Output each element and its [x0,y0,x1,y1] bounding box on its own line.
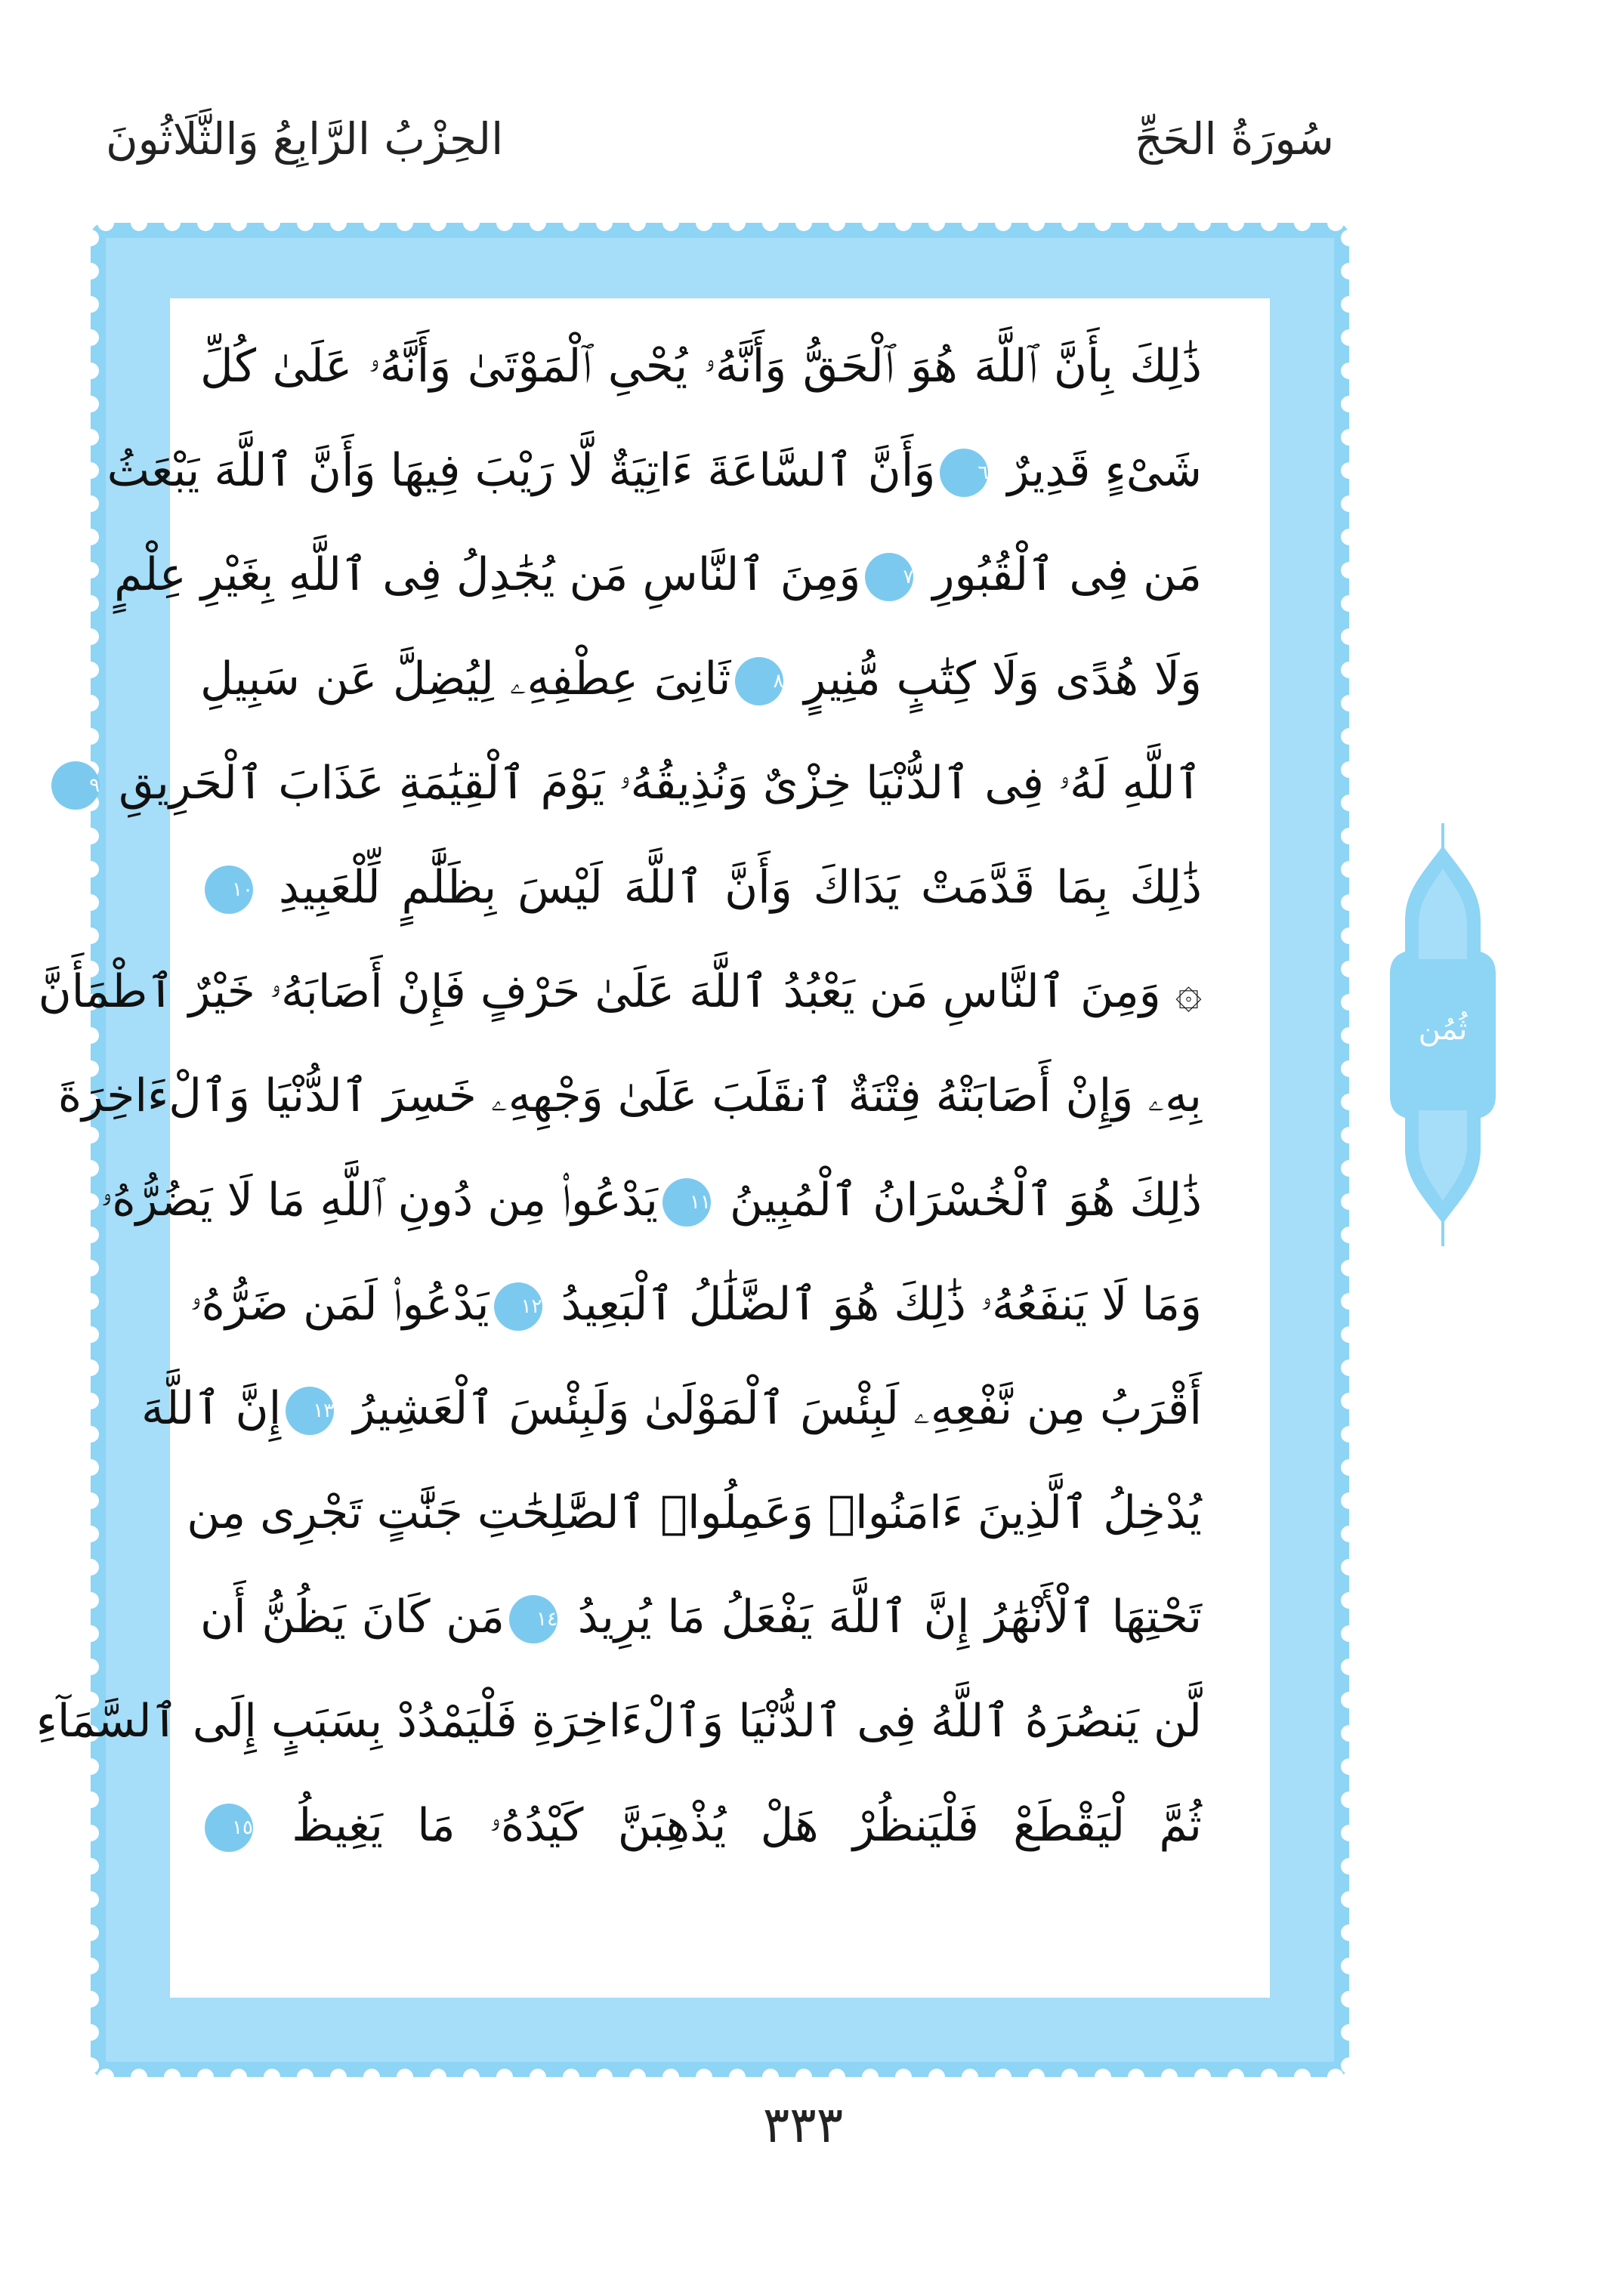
verse-text: لَّن يَنصُرَهُ ٱللَّهُ فِى ٱلدُّنْيَا وَٱلْءَاخِرَةِ فَلْيَمْدُدْ بِسَبَبٍ إِلَى ٱلسَّمَآءِ [36,1695,1202,1748]
verse-text: مَن فِى ٱلْقُبُورِ [932,548,1202,601]
verse-text: يَدْعُوا۟ مِن دُونِ ٱللَّهِ مَا لَا يَضُرُّهُۥ [100,1174,658,1227]
ayah-number-marker: ٧ [865,553,913,601]
verse-text: إِنَّ ٱللَّهَ [141,1382,282,1435]
verse-text: أَقْرَبُ مِن نَّفْعِهِۦ لَبِئْسَ ٱلْمَوْلَىٰ وَلَبِئْسَ ٱلْعَشِيرُ [353,1382,1202,1435]
text-line [141,1363,1202,1454]
verse-text: يُدْخِلُ ٱلَّذِينَ ءَامَنُوا۟ وَعَمِلُوا۟ ٱلصَّٰلِحَٰتِ جَنَّٰتٍ تَجْرِى مِن [187,1486,1202,1539]
verse-text: بِهِۦ وَإِنْ أَصَابَتْهُ فِتْنَةٌ ٱنقَلَبَ عَلَىٰ وَجْهِهِۦ خَسِرَ ٱلدُّنْيَا وَٱلْءَاخِرَةَ [57,1069,1202,1122]
verse-text: ثَانِىَ عِطْفِهِۦ لِيُضِلَّ عَن سَبِيلِ [200,653,731,705]
verse-text: شَىْءٍ قَدِيرٌ [1007,444,1202,497]
text-line [200,321,1202,412]
verse-text: وَمِنَ ٱلنَّاسِ مَن يُجَٰدِلُ فِى ٱللَّهِ بِغَيْرِ عِلْمٍ [114,548,861,601]
verse-text: ذَٰلِكَ بِأَنَّ ٱللَّهَ هُوَ ٱلْحَقُّ وَأَنَّهُۥ يُحْىِ ٱلْمَوْتَىٰ وَأَنَّهُۥ عَلَىٰ كُلِّ [200,340,1202,393]
verse-text: تَحْتِهَا ٱلْأَنْهَٰرُ إِنَّ ٱللَّهَ يَفْعَلُ مَا يُرِيدُ [577,1591,1203,1643]
verse-text: مَن كَانَ يَظُنُّ أَن [200,1591,505,1643]
text-line [200,842,1202,933]
page-number: ٣٣٣ [762,2096,844,2154]
ayah-number-marker: ٩ [51,761,100,810]
ayah-number-marker: ٨ [735,657,783,705]
text-line [57,1051,1202,1141]
verse-text: وَأَنَّ ٱلسَّاعَةَ ءَاتِيَةٌ لَّا رَيْبَ فِيهَا وَأَنَّ ٱللَّهَ يَبْعَثُ [107,444,936,497]
hizb-label: الحِزْبُ الرَّابِعُ وَالثَّلَاثُونَ [106,113,504,165]
surah-name: سُورَةُ الحَجِّ [1134,113,1334,165]
text-line [36,1676,1202,1767]
text-line [89,738,1202,829]
ayah-number-marker: ١٣ [286,1387,334,1435]
text-line [200,1572,1202,1662]
page-text [36,298,1232,1998]
ayah-number-marker: ٦ [940,449,988,497]
eighth-marker-label: ثُمُن [1418,1012,1468,1047]
ayah-number-marker: ١٠ [205,866,253,914]
text-line [107,425,1202,516]
text-line [187,1467,1202,1558]
text-line [114,529,1202,620]
ayah-number-marker: ١٤ [509,1595,557,1643]
verse-text: ٱللَّهِ لَهُۥ فِى ٱلدُّنْيَا خِزْىٌ وَنُذِيقُهُۥ يَوْمَ ٱلْقِيَٰمَةِ عَذَابَ ٱلْحَرِيقِ [119,757,1202,810]
ayah-number-marker: ١١ [662,1178,711,1227]
verse-text: يَدْعُوا۟ لَمَن ضَرُّهُۥ [190,1278,490,1331]
ayah-number-marker: ١٥ [205,1804,253,1852]
text-line [200,1780,1202,1871]
verse-text: وَلَا هُدًى وَلَا كِتَٰبٍ مُّنِيرٍ [804,653,1202,705]
verse-text: ذَٰلِكَ هُوَ ٱلْخُسْرَانُ ٱلْمُبِينُ [730,1174,1202,1227]
text-line [100,1155,1202,1245]
ayah-number-marker: ١٢ [494,1282,542,1331]
verse-text: ثُمَّ لْيَقْطَعْ فَلْيَنظُرْ هَلْ يُذْهِبَنَّ كَيْدُهُۥ مَا يَغِيظُ [292,1799,1202,1852]
text-line [190,1259,1202,1350]
verse-text: ۞ وَمِنَ ٱلنَّاسِ مَن يَعْبُدُ ٱللَّهَ عَلَىٰ حَرْفٍ فَإِنْ أَصَابَهُۥ خَيْرٌ ٱطْمَأَنَّ [38,965,1202,1018]
text-line [38,946,1202,1037]
verse-text: ذَٰلِكَ بِمَا قَدَّمَتْ يَدَاكَ وَأَنَّ ٱللَّهَ لَيْسَ بِظَلَّٰمٍ لِّلْعَبِيدِ [278,861,1202,914]
text-line [200,634,1202,724]
verse-text: وَمَا لَا يَنفَعُهُۥ ذَٰلِكَ هُوَ ٱلضَّلَٰلُ ٱلْبَعِيدُ [561,1278,1202,1331]
